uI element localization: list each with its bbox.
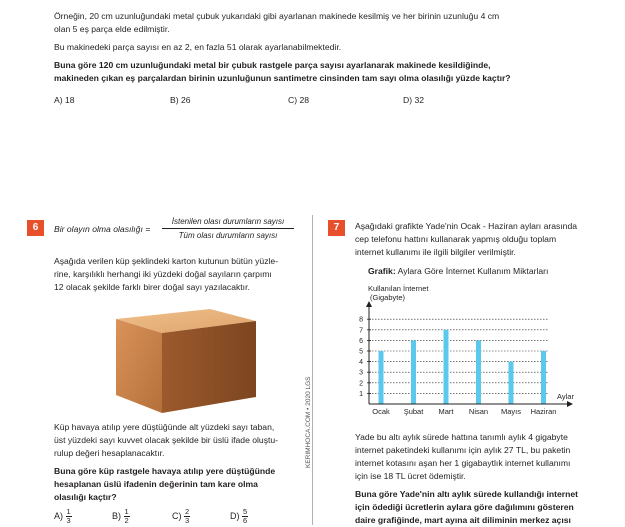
q5-question-line2: makineden çıkan eş parçalardan birinin uzunluğunun santimetre cinsinden tam sayı olma olasılığı yüzde kaçtır? <box>54 73 511 83</box>
cardboard-box-illustration <box>100 305 260 415</box>
q6-paragraph2-line3: rulup değeri hesaplanacaktır. <box>54 448 165 458</box>
q7-intro-line3: internet kullanımı ile ilgili bilgiler verilmiştir. <box>355 247 516 257</box>
q7-paragraph-line3: internet kotasını aşan her 1 gigabaytlık internet kullanımı <box>355 458 571 468</box>
q6-option-c-denominator: 3 <box>185 516 190 525</box>
q7-paragraph-line1: Yade bu altı aylık sürede hattına tanımlı aylık 4 gigabyte <box>355 432 568 442</box>
internet-usage-bar-chart <box>340 280 580 420</box>
q6-option-a-denominator: 3 <box>66 516 71 525</box>
q6-option-b[interactable] <box>112 508 130 525</box>
q6-option-b-fraction <box>124 508 130 525</box>
q6-option-c-numerator: 2 <box>185 507 190 516</box>
x-tick-label-nisan: Nisan <box>468 407 489 416</box>
q6-option-c[interactable] <box>172 508 190 525</box>
q5-question-line1: Buna göre 120 cm uzunluğundaki metal bir çubuk rastgele parça sayısı ayarlanarak makinede kesildiğinde, <box>54 60 491 70</box>
q6-option-a-letter: A) <box>54 510 63 521</box>
x-tick-label-ocak: Ocak <box>372 407 390 416</box>
q5-option-c[interactable]: C) 28 <box>288 95 310 105</box>
y-axis-label-line1: Kullanılan İnternet <box>368 284 429 293</box>
y-tick-label-8: 8 <box>359 316 363 324</box>
chart-title <box>368 265 548 278</box>
chart-title-text: Aylara Göre İnternet Kullanım Miktarları <box>397 266 549 276</box>
bar-mart <box>444 330 449 404</box>
chart-title-prefix: Grafik: <box>368 266 396 276</box>
q6-option-d-numerator: 5 <box>243 507 248 516</box>
q7-paragraph-line2: internet paketindeki kullanımı için aylık 27 TL, bu paketin <box>355 445 571 455</box>
q6-option-a[interactable] <box>54 508 72 525</box>
q5-intro-line2: olan 5 eş parça elde edilmiştir. <box>54 24 170 34</box>
y-tick-label-7: 7 <box>359 327 363 335</box>
q6-paragraph1-line1: Aşağıda verilen küp şeklindeki karton kutunun bütün yüzle- <box>54 256 279 266</box>
x-axis-arrow <box>567 401 573 407</box>
q6-paragraph1-line2: rine, karşılıklı herhangi iki yüzdeki doğal sayıların çarpımı <box>54 269 272 279</box>
y-tick-label-1: 1 <box>359 390 363 398</box>
q6-paragraph1-line3: 12 olacak şekilde farklı birer doğal sayı yazılacaktır. <box>54 282 250 292</box>
q7-paragraph-line4: için ise 18 TL ücret ödemiştir. <box>355 471 466 481</box>
bar-mayıs <box>509 362 514 404</box>
y-tick-label-2: 2 <box>359 380 363 388</box>
q6-question-line1: Buna göre küp rastgele havaya atılıp yere düştüğünde <box>54 466 276 476</box>
q6-question-line2: hesaplanan üslü ifadenin değerinin tam kare olma <box>54 479 258 489</box>
q6-option-c-letter: C) <box>172 510 182 521</box>
y-axis-label-line2: (Gigabyte) <box>370 293 406 302</box>
q5-intro-line1: Örneğin, 20 cm uzunluğundaki metal çubuk yukarıdaki gibi ayarlanan makinede kesilmiş ve her birinin uzunluğu 4 cm <box>54 11 500 21</box>
q6-option-c-fraction <box>184 508 190 525</box>
bar-ocak <box>379 351 384 404</box>
q5-option-b[interactable]: B) 26 <box>170 95 191 105</box>
q6-option-a-numerator: 1 <box>66 507 71 516</box>
q6-option-a-fraction <box>66 508 72 525</box>
bar-şubat <box>411 340 416 404</box>
x-tick-label-şubat: Şubat <box>403 407 424 416</box>
x-tick-label-mart: Mart <box>438 407 454 416</box>
q5-option-d[interactable]: D) 32 <box>403 95 425 105</box>
q6-option-b-letter: B) <box>112 510 121 521</box>
y-tick-label-4: 4 <box>359 359 363 367</box>
q6-option-b-denominator: 2 <box>124 516 129 525</box>
y-tick-label-3: 3 <box>359 369 363 377</box>
q6-paragraph2-line2: üst yüzdeki sayı kuvvet olacak şekilde bir üslü ifade oluştu- <box>54 435 279 445</box>
q7-intro-line1: Aşağıdaki grafikte Yade'nin Ocak - Haziran ayları arasında <box>355 221 578 231</box>
q7-number-badge: 7 <box>328 220 345 236</box>
q6-option-d-denominator: 6 <box>243 516 248 525</box>
q7-question-line2: için ödediği ücretlerin aylara göre dağılımını gösteren <box>355 502 574 512</box>
x-axis-label: Aylar <box>557 392 574 401</box>
q5-setting: Bu makinedeki parça sayısı en az 2, en fazla 51 olarak ayarlanabilmektedir. <box>54 42 342 52</box>
y-tick-label-6: 6 <box>359 337 363 345</box>
q7-question-line3: daire grafiğinde, mart ayına ait diliminin merkez açısı <box>355 515 571 525</box>
q6-option-b-numerator: 1 <box>124 507 129 516</box>
q6-number-badge: 6 <box>27 220 44 236</box>
q6-option-d-fraction <box>242 508 248 525</box>
q7-question-line1: Buna göre Yade'nin altı aylık sürede kullandığı internet <box>355 489 578 499</box>
bar-haziran <box>541 351 546 404</box>
x-tick-label-haziran: Haziran <box>530 407 557 416</box>
q6-option-d-letter: D) <box>230 510 240 521</box>
q7-intro-line2: cep telefonu hattını kullanarak yapmış olduğu toplam <box>355 234 557 244</box>
q6-probability-label: Bir olayın olma olasılığı = <box>54 224 151 234</box>
side-watermark: KERIMHOCA.COM • 2020 LGS <box>305 376 312 468</box>
x-tick-label-mayıs: Mayıs <box>500 407 522 416</box>
q6-paragraph2-line1: Küp havaya atılıp yere düştüğünde alt yüzdeki sayı taban, <box>54 422 275 432</box>
q6-probability-numerator: İstenilen olası durumların sayısı <box>162 216 294 229</box>
y-tick-label-5: 5 <box>359 348 363 356</box>
q6-option-d[interactable] <box>230 508 248 525</box>
column-divider <box>312 215 313 525</box>
q6-probability-denominator: Tüm olası durumların sayısı <box>178 231 278 240</box>
q5-option-a[interactable]: A) 18 <box>54 95 75 105</box>
bar-nisan <box>476 340 481 404</box>
q6-question-line3: olasılığı kaçtır? <box>54 492 117 502</box>
